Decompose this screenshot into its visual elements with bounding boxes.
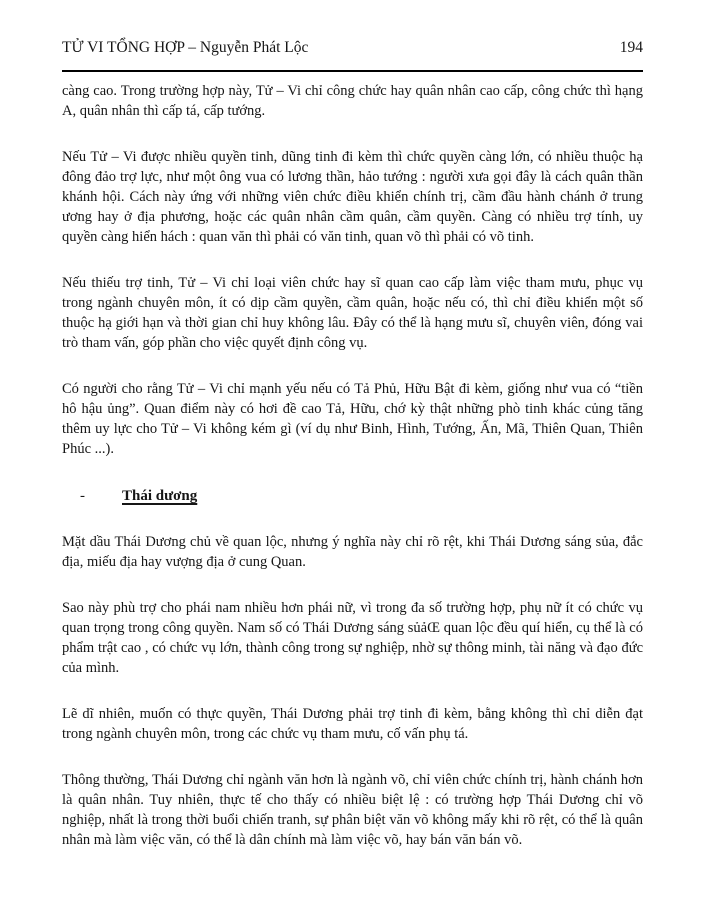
paragraph-4: Có người cho rằng Tử – Vi chỉ mạnh yếu nếu có Tả Phủ, Hữu Bật đi kèm, giống như vua có “tiền hô hậu ủng”. Quan điểm này có hơi đề cao Tả, Hữu, chớ kỳ thật những phò tinh khác củng tăng thêm uy lực cho Tử – Vi không kém gì (ví dụ như Binh, Hình, Tướng, Ấn, Mã, Thiên Quan, Thiên Phúc ...). xyxy=(62,381,643,457)
paragraph-8: Thông thường, Thái Dương chỉ ngành văn hơn là ngành võ, chỉ viên chức chính trị, hành chánh hơn là quân nhân. Tuy nhiên, thực tế cho thấy có nhiều biệt lệ : có trường hợp Thái Dương chỉ võ nghiệp, nhất là trong thời buổi chiến tranh, sự phân biệt văn võ không mấy khi rõ rệt, có thể là quân nhân mà làm việc văn, có thể là dân chính mà làm việc võ, hay bán văn bán võ. xyxy=(62,772,643,848)
paragraph-3: Nếu thiếu trợ tinh, Tử – Vi chỉ loại viên chức hay sĩ quan cao cấp làm việc tham mưu, phục vụ trong ngành chuyên môn, ít có dịp cầm quyền, cầm quân, hoặc nếu có, thì chỉ điều khiển một số thuộc hạ giới hạn và thời gian chỉ huy không lâu. Đây có thể là hạng mưu sĩ, chuyên viên, đóng vai trò tham vấn, góp phần cho việc quyết định công vụ. xyxy=(62,275,643,351)
section-heading xyxy=(62,486,643,506)
paragraph-2: Nếu Tử – Vi được nhiều quyền tinh, dũng tinh đi kèm thì chức quyền càng lớn, có nhiều thuộc hạ đông đảo trợ lực, như một ông vua có lương thần, hảo tướng : người xưa gọi đây là cách quân thần khánh hội. Cách này ứng với những viên chức điều khiển chính trị, cầm đầu hành chánh ở trung ương hay ở địa phương, hoặc các quân nhân cầm quân, cầm quyền. Càng có nhiều trợ tính, uy quyền càng hiển hách : quan văn thì phải có văn tinh, quan võ thì phải có võ tinh. xyxy=(62,149,643,245)
page-header xyxy=(62,38,643,58)
header-title: TỬ VI TỔNG HỢP – Nguyễn Phát Lộc xyxy=(62,39,309,56)
paragraph-5: Mặt dầu Thái Dương chủ về quan lộc, nhưng ý nghĩa này chỉ rõ rệt, khi Thái Dương sáng sủa, đắc địa, miếu địa hay vượng địa ở cung Quan. xyxy=(62,534,643,570)
heading-bullet: - xyxy=(80,488,85,504)
header-divider xyxy=(62,70,643,72)
paragraph-6: Sao này phù trợ cho phái nam nhiều hơn phái nữ, vì trong đa số trường hợp, phụ nữ ít có chức vụ quan trọng trong công quyền. Nam số có Thái Dương sáng sủảŒ quan lộc đều quí hiển, cụ thể là có phẩm trật cao , có chức vụ lớn, thành công trong sự nghiệp, nhờ sự thông minh, tài năng và đạo đức của mình. xyxy=(62,600,643,676)
paragraph-1: càng cao. Trong trường hợp này, Tử – Vi chỉ công chức hay quân nhân cao cấp, công chức thì hạng A, quân nhân thì cấp tá, cấp tướng. xyxy=(62,83,643,119)
heading-label: Thái dương xyxy=(122,488,198,504)
page-number: 194 xyxy=(619,39,643,56)
paragraph-7: Lẽ dĩ nhiên, muốn có thực quyền, Thái Dương phải trợ tinh đi kèm, bằng không thì chỉ diễn đạt trong ngành chuyên môn, trong các chức vụ tham mưu, cố vấn phụ tá. xyxy=(62,706,643,742)
